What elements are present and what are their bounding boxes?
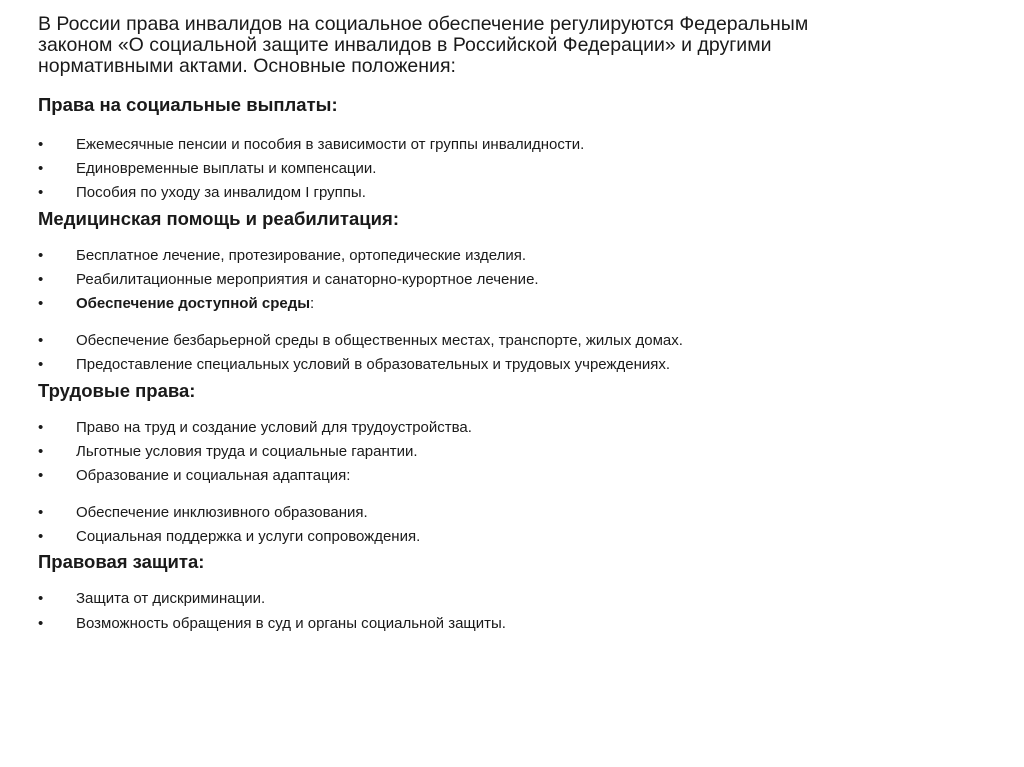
list-item: • Защита от дискриминации. (38, 587, 988, 611)
list-item: • Возможность обращения в суд и органы социальной защиты. (38, 612, 988, 636)
list-item: • Предоставление специальных условий в образовательных и трудовых учреждениях. (38, 353, 988, 377)
bullet: • (38, 294, 44, 312)
section-heading-social-payments: Права на социальные выплаты: (38, 94, 338, 115)
bullet: • (38, 246, 44, 264)
bullet: • (38, 466, 44, 484)
education-list (38, 501, 988, 549)
section-heading-legal-protection: Правовая защита: (38, 551, 205, 573)
section-heading-medical: Медицинская помощь и реабилитация: (38, 207, 399, 229)
bullet: • (38, 136, 44, 153)
bullet: • (38, 332, 44, 350)
bullet: • (38, 442, 44, 460)
medical-list (38, 244, 988, 317)
list-item: • Обеспечение инклюзивного образования. (38, 501, 988, 525)
bullet: • (38, 590, 44, 608)
list-item: • Льготные условия труда и социальные гарантии. (38, 440, 988, 464)
social-payments-list (38, 133, 988, 206)
list-item-accessible-environment: • Обеспечение доступной среды: (38, 292, 988, 316)
bullet: • (38, 356, 44, 374)
slide-content (38, 14, 988, 636)
list-item: • Бесплатное лечение, протезирование, ортопедические изделия. (38, 244, 988, 268)
list-item: • Ежемесячные пенсии и пособия в зависимости от группы инвалидности. (38, 133, 988, 157)
bullet: • (38, 270, 44, 288)
list-item: • Единовременные выплаты и компенсации. (38, 157, 988, 181)
list-item: • Обеспечение безбарьерной среды в общественных местах, транспорте, жилых домах. (38, 329, 988, 353)
list-item: • Социальная поддержка и услуги сопровождения. (38, 525, 988, 549)
labor-rights-list (38, 416, 988, 489)
bullet: • (38, 160, 44, 178)
bullet: • (38, 614, 44, 632)
list-item: • Право на труд и создание условий для трудоустройства. (38, 416, 988, 440)
intro-paragraph (38, 14, 988, 77)
list-item: • Образование и социальная адаптация: (38, 464, 988, 488)
intro-line: законом «О социальной защите инвалидов в Российской Федерации» и другими (38, 34, 772, 56)
list-item: • Реабилитационные мероприятия и санаторно-курортное лечение. (38, 268, 988, 292)
legal-protection-list (38, 587, 988, 635)
intro-line: В России права инвалидов на социальное обеспечение регулируются Федеральным (38, 13, 809, 35)
accessible-environment-list (38, 329, 988, 377)
intro-line: нормативными актами. Основные положения: (38, 55, 456, 77)
bullet: • (38, 504, 44, 522)
bullet: • (38, 418, 44, 436)
section-heading-labor-rights: Трудовые права: (38, 379, 196, 401)
bullet: • (38, 184, 44, 202)
list-item: • Пособия по уходу за инвалидом I группы. (38, 181, 988, 205)
bullet: • (38, 528, 44, 546)
